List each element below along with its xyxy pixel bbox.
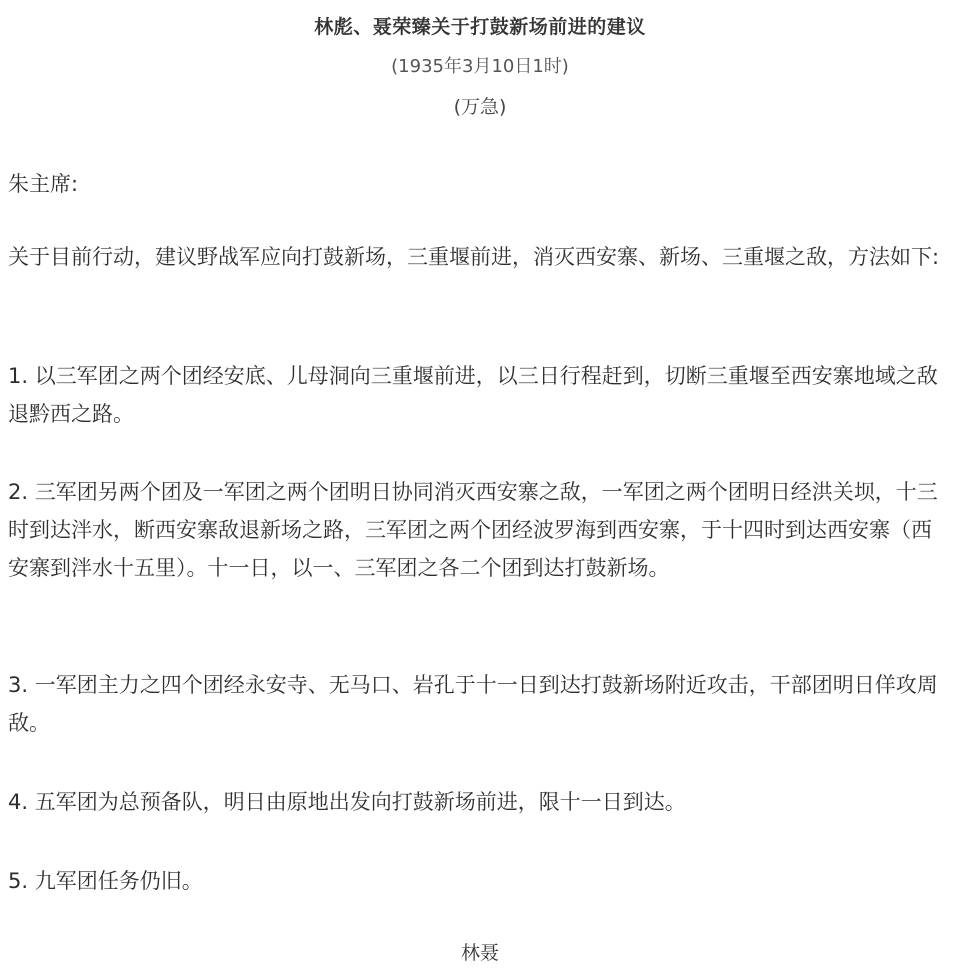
- item-paragraph-2: 2. 三军团另两个团及一军团之两个团明日协同消灭西安寨之敌，一军团之两个团明日经洪关坝，十三时到达泮水，断西安寨敌退新场之路，三军团之两个团经波罗海到西安寨，于十四时到达西安寨（西安寨到泮水十五里）。十一日，以一、三军团之各二个团到达打鼓新场。: [8, 480, 938, 580]
- addressee: 朱主席:: [8, 172, 79, 196]
- intro-paragraph: 关于目前行动，建议野战军应向打鼓新场，三重堰前进，消灭西安寨、新场、三重堰之敌，方法如下:: [8, 245, 940, 269]
- signature: 林聂: [460, 942, 499, 964]
- document-title: 林彪、聂荣臻关于打鼓新场前进的建议: [314, 16, 646, 38]
- item-paragraph-3: 3. 一军团主力之四个团经永安寺、无马口、岩孔于十一日到达打鼓新场附近攻击，干部团明日佯攻周敌。: [8, 673, 938, 735]
- item-paragraph-5: 5. 九军团任务仍旧。: [8, 869, 203, 893]
- item-paragraph-4: 4. 五军团为总预备队，明日由原地出发向打鼓新场前进，限十一日到达。: [8, 790, 686, 814]
- item-paragraph-1: 1. 以三军团之两个团经安底、儿母洞向三重堰前进，以三日行程赶到，切断三重堰至西安寨地域之敌退黔西之路。: [8, 364, 938, 426]
- urgency-label: (万急): [453, 96, 507, 118]
- document-date: (1935年3月10日1时): [391, 56, 569, 77]
